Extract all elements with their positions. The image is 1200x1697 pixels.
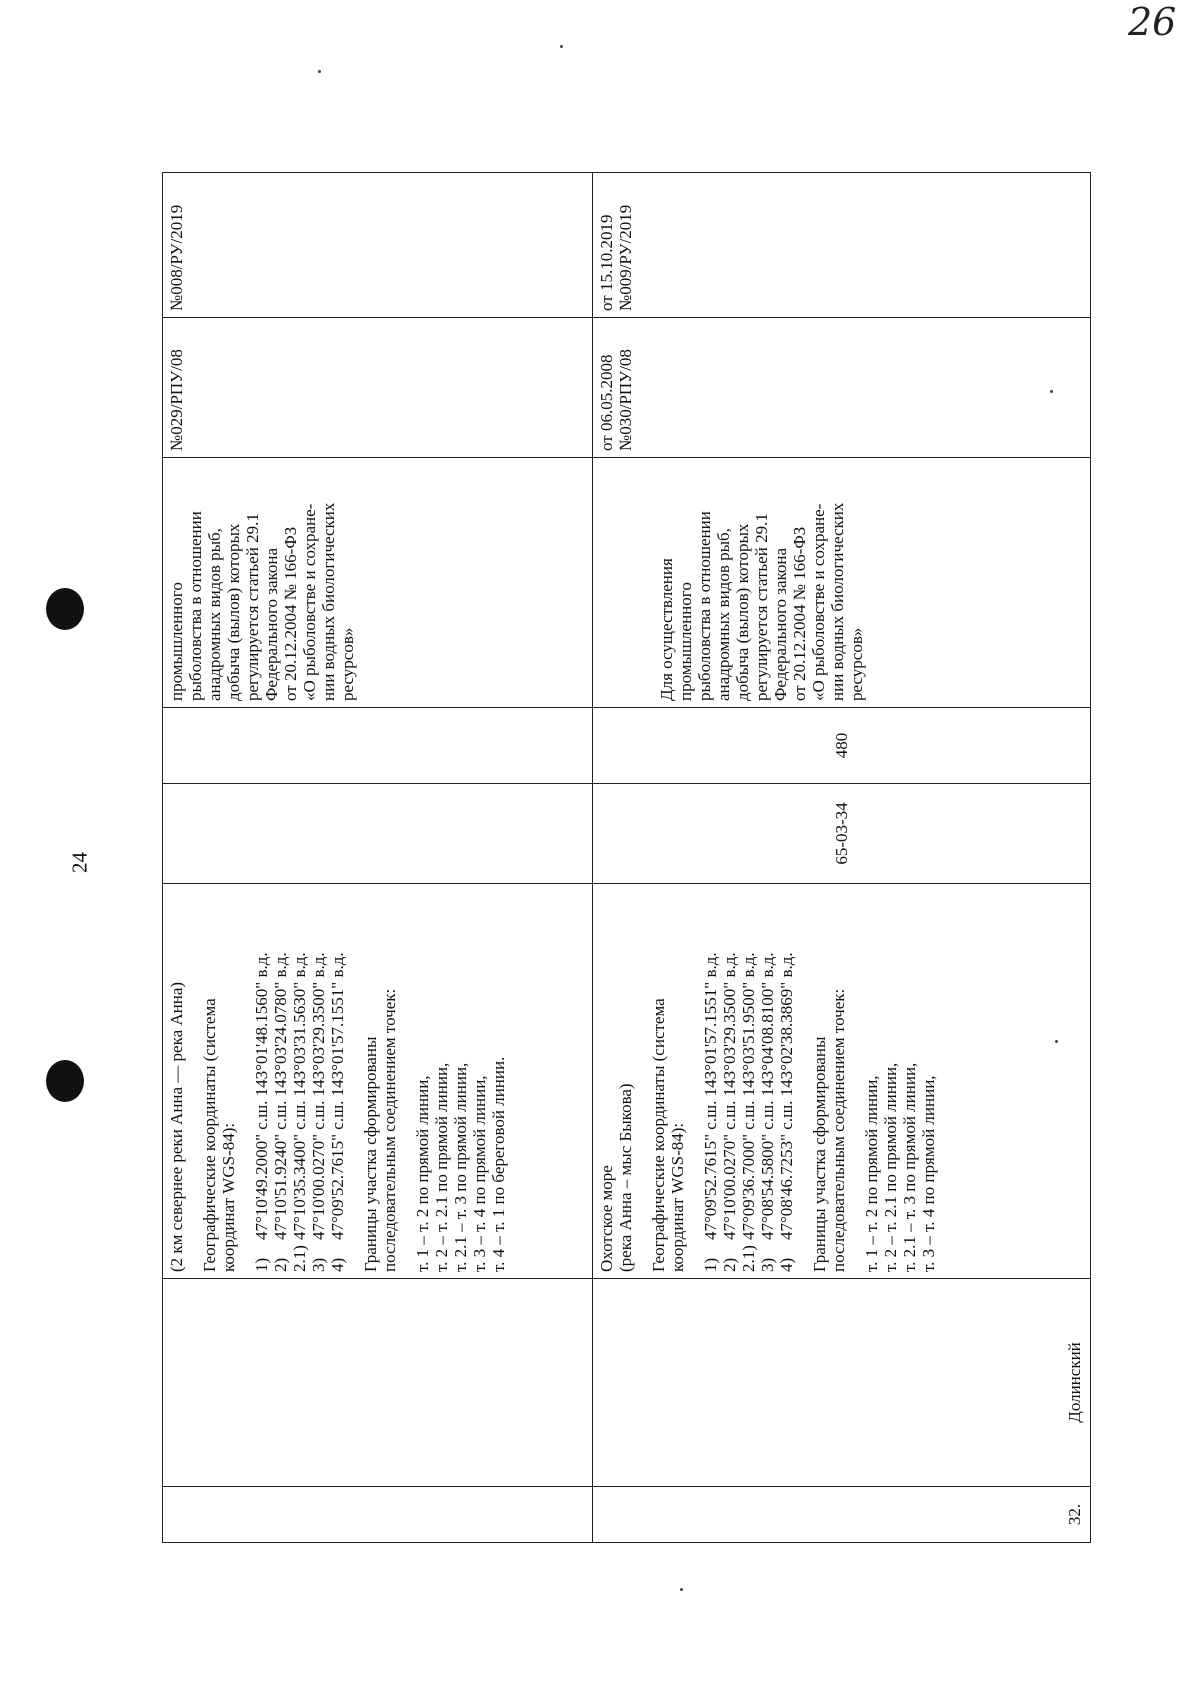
border-segment: т. 1 – т. 2 по прямой линии, <box>862 1075 882 1272</box>
borders-heading: Границы участка сформированы последовательным соединением точек: <box>361 988 400 1272</box>
border-segment: т. 3 – т. 4 по прямой линии, <box>919 1075 939 1272</box>
border-segment: т. 2 – т. 2.1 по прямой линии, <box>432 1062 452 1272</box>
coord-point: 2)47°10'51.9240" с.ш. 143°03'24.0780" в.д. <box>271 952 291 1272</box>
coord-point: 1)47°09'52.7615" с.ш. 143°01'57.1551" в.д. <box>701 952 721 1272</box>
new-document-cell: от 15.10.2019 №009/РУ/2019 <box>593 173 1091 318</box>
coord-point: 3)47°10'00.0270" с.ш. 143°03'29.3500" в.д. <box>309 952 329 1272</box>
border-segment: т. 1 – т. 2 по прямой линии, <box>413 1075 433 1272</box>
coord-point: 2)47°10'00.0270" с.ш. 143°03'29.3500" в.д. <box>720 952 740 1272</box>
coords-list <box>701 890 796 1272</box>
border-segment: т. 3 – т. 4 по прямой линии, <box>470 1075 490 1272</box>
code-cell <box>163 784 593 884</box>
scan-speck <box>318 70 321 73</box>
area-cell: 480 <box>593 708 1091 784</box>
page-number: 24 <box>67 852 92 873</box>
fishing-areas-table <box>162 173 1090 1543</box>
coords-heading: Географические координаты (система координат WGS-84): <box>200 998 239 1272</box>
punch-hole <box>46 1060 84 1102</box>
previous-document-cell: №029/РПУ/08 <box>163 318 593 458</box>
border-segment: т. 4 – т. 1 по береговой линии. <box>489 1056 509 1272</box>
punch-hole <box>46 588 84 630</box>
scan-speck <box>560 45 563 48</box>
coord-point: 4)47°08'46.7253" с.ш. 143°02'38.3869" в.д. <box>777 952 797 1272</box>
purpose-cell: промышленного рыболовства в отношении анадромных видов рыб, добыча (вылов) которых регулируется статьей 29.1 Федерального закона от 20.12.2004 № 166-ФЗ «О рыболовстве и сохране- нии водных биологических ресурсов» <box>163 458 593 708</box>
location-name: (2 км севернее реки Анна — река Анна) <box>167 981 186 1272</box>
borders-list <box>413 890 508 1272</box>
row-number-cell: 32. <box>593 1487 1091 1543</box>
district-cell: Долинский <box>593 1279 1091 1487</box>
row-number-cell <box>163 1487 593 1543</box>
code-cell: 65-03-34 <box>593 784 1091 884</box>
table-row <box>163 173 593 1543</box>
coords-list <box>252 890 347 1272</box>
coord-point: 3)47°08'54.5800" с.ш. 143°04'08.8100" в.д. <box>758 952 778 1272</box>
location-cell <box>593 884 1091 1279</box>
borders-heading: Границы участка сформированы последовательным соединением точек: <box>810 988 849 1272</box>
border-segment: т. 2.1 – т. 3 по прямой линии, <box>900 1062 920 1272</box>
purpose-cell: Для осуществления промышленного рыболовства в отношении анадромных видов рыб, добыча (вылов) которых регулируется статьей 29.1 Федерального закона от 20.12.2004 № 166-ФЗ «О рыболовстве и сохране- нии водных биологических ресурсов» <box>593 458 1091 708</box>
previous-document-cell: от 06.05.2008 №030/РПУ/08 <box>593 318 1091 458</box>
coord-point: 1)47°10'49.2000" с.ш. 143°01'48.1560" в.д. <box>252 952 272 1272</box>
district-cell <box>163 1279 593 1487</box>
border-segment: т. 2.1 – т. 3 по прямой линии, <box>451 1062 471 1272</box>
area-cell <box>163 708 593 784</box>
location-name: Охотское море (река Анна – мыс Быкова) <box>597 1083 636 1272</box>
location-cell <box>163 884 593 1279</box>
handwritten-page-mark: 26 <box>1128 0 1177 44</box>
coord-point: 4)47°09'52.7615" с.ш. 143°01'57.1551" в.д. <box>328 952 348 1272</box>
scan-speck <box>680 1588 683 1591</box>
coord-point: 2.1)47°10'35.3400" с.ш. 143°03'31.5630" в.д. <box>290 952 310 1272</box>
border-segment: т. 2 – т. 2.1 по прямой линии, <box>881 1062 901 1272</box>
coord-point: 2.1)47°09'36.7000" с.ш. 143°03'51.9500" в.д. <box>739 952 759 1272</box>
new-document-cell: №008/РУ/2019 <box>163 173 593 318</box>
coords-heading: Географические координаты (система координат WGS-84): <box>649 998 688 1272</box>
borders-list <box>862 890 938 1272</box>
table-row <box>593 173 1091 1543</box>
